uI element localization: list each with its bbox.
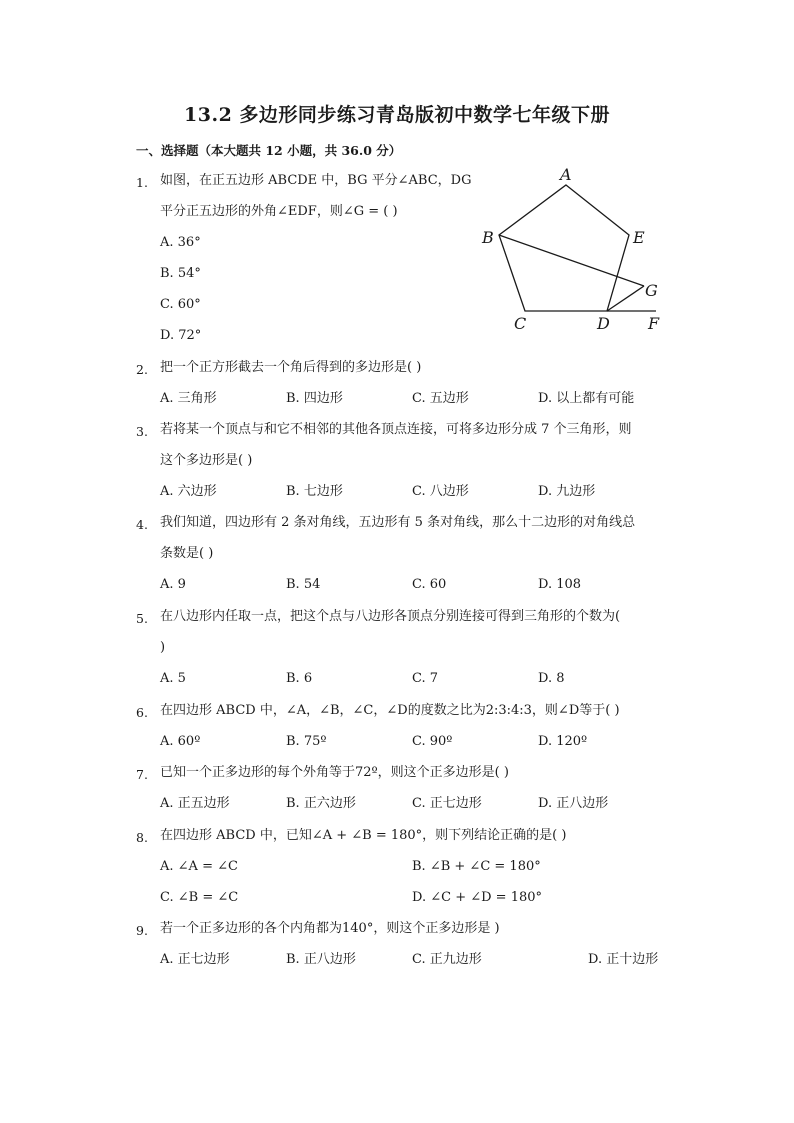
question-number: 8. (136, 830, 148, 845)
option-c: C. 八边形 (412, 484, 469, 499)
option-b: B. 正六边形 (286, 796, 356, 811)
option-a: A. 正五边形 (160, 796, 230, 811)
option-a: A. 60º (160, 734, 201, 749)
question-stem: ) (160, 640, 166, 655)
option-a: A. ∠A = ∠C (160, 859, 238, 874)
label-d: D (597, 314, 610, 333)
pentagon-figure (478, 163, 674, 339)
question-stem: 若一个正多边形的各个内角都为140°，则这个正多边形是 ) (160, 921, 500, 936)
option-d: D. 8 (538, 671, 565, 686)
option-b: B. ∠B + ∠C = 180° (412, 859, 541, 874)
question-number: 1. (136, 175, 148, 190)
option-b: B. 54° (160, 266, 201, 281)
option-b: B. 四边形 (286, 391, 343, 406)
option-c: C. 正九边形 (412, 952, 482, 967)
question-stem: 在四边形 ABCD 中，∠A，∠B，∠C，∠D的度数之比为2:3:4:3，则∠D等于( ) (160, 703, 620, 718)
section-heading: 一、选择题（本大题共 12 小题，共 36.0 分） (136, 143, 402, 158)
question-stem: 平分正五边形的外角∠EDF，则∠G = ( ) (160, 204, 398, 219)
label-a: A (560, 165, 572, 184)
question-number: 6. (136, 705, 148, 720)
question-stem: 如图，在正五边形 ABCDE 中，BG 平分∠ABC，DG (160, 173, 472, 188)
question-number: 7. (136, 767, 148, 782)
option-d: D. 120º (538, 734, 588, 749)
option-b: B. 正八边形 (286, 952, 356, 967)
option-d: D. 正八边形 (538, 796, 609, 811)
label-b: B (482, 228, 494, 247)
option-c: C. 60 (412, 577, 447, 592)
question-stem: 这个多边形是( ) (160, 453, 253, 468)
option-c: C. 7 (412, 671, 439, 686)
label-e: E (633, 228, 645, 247)
question-stem: 若将某一个顶点与和它不相邻的其他各顶点连接，可将多边形分成 7 个三角形，则 (160, 422, 632, 437)
question-stem: 在四边形 ABCD 中，已知∠A + ∠B = 180°，则下列结论正确的是( ) (160, 828, 567, 843)
label-f: F (648, 314, 660, 333)
option-c: C. 60° (160, 297, 201, 312)
option-b: B. 54 (286, 577, 321, 592)
question-number: 9. (136, 923, 148, 938)
option-a: A. 5 (160, 671, 186, 686)
option-b: B. 6 (286, 671, 313, 686)
option-b: B. 七边形 (286, 484, 343, 499)
option-b: B. 75º (286, 734, 327, 749)
label-g: G (645, 281, 658, 300)
option-d: D. 以上都有可能 (538, 391, 635, 406)
question-number: 3. (136, 424, 148, 439)
label-c: C (514, 314, 527, 333)
option-d: D. 九边形 (538, 484, 596, 499)
option-c: C. 90º (412, 734, 453, 749)
option-d: D. ∠C + ∠D = 180° (412, 890, 543, 905)
option-c: C. 五边形 (412, 391, 469, 406)
option-a: A. 36° (160, 235, 201, 250)
question-stem: 已知一个正多边形的每个外角等于72º，则这个正多边形是( ) (160, 765, 509, 780)
question-stem: 把一个正方形截去一个角后得到的多边形是( ) (160, 360, 422, 375)
option-a: A. 六边形 (160, 484, 217, 499)
question-number: 2. (136, 362, 148, 377)
option-d: D. 正十边形 (588, 952, 659, 967)
page-title: 13.2 多边形同步练习青岛版初中数学七年级下册 (184, 104, 610, 126)
pentagon-abcde (499, 185, 629, 311)
question-stem: 条数是( ) (160, 546, 214, 561)
option-a: A. 9 (160, 577, 186, 592)
option-a: A. 正七边形 (160, 952, 230, 967)
question-stem: 在八边形内任取一点，把这个点与八边形各顶点分别连接可得到三角形的个数为( (160, 609, 621, 624)
option-c: C. ∠B = ∠C (160, 890, 239, 905)
question-number: 5. (136, 611, 148, 626)
option-d: D. 72° (160, 328, 202, 343)
question-number: 4. (136, 517, 148, 532)
option-d: D. 108 (538, 577, 582, 592)
question-stem: 我们知道，四边形有 2 条对角线，五边形有 5 条对角线，那么十二边形的对角线总 (160, 515, 636, 530)
option-a: A. 三角形 (160, 391, 217, 406)
option-c: C. 正七边形 (412, 796, 482, 811)
